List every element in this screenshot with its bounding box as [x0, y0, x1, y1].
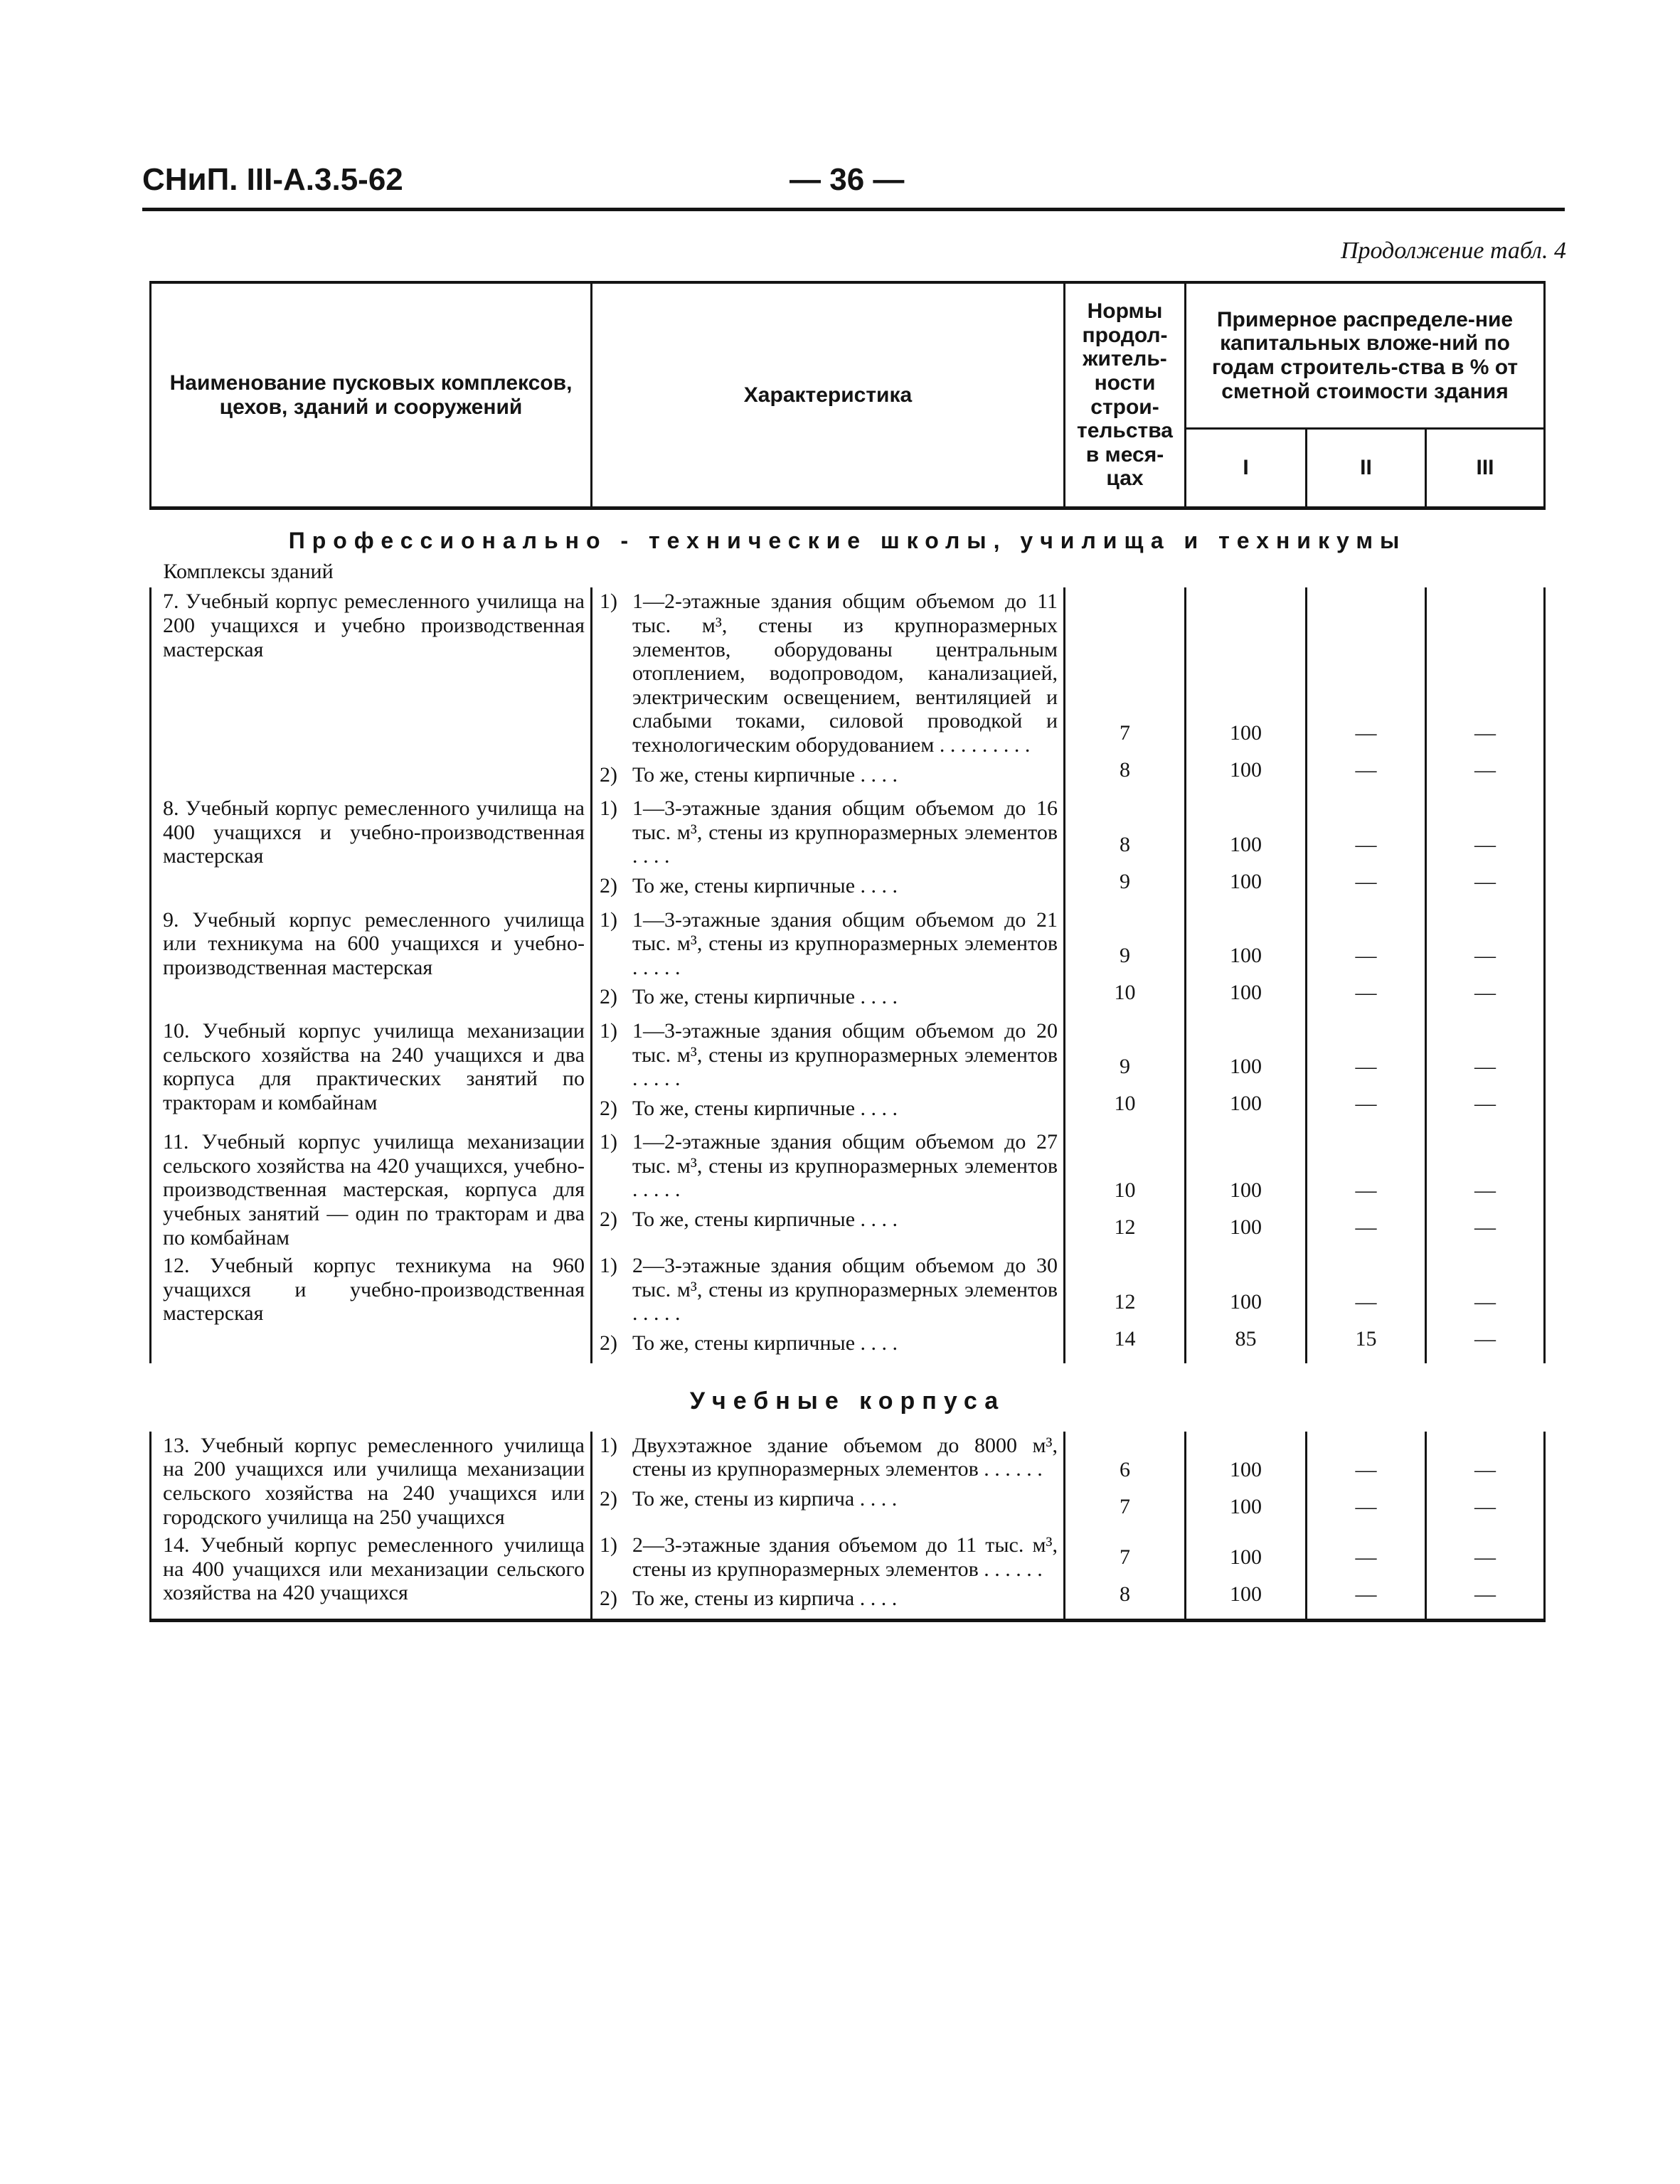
- value-1: 100: [1230, 832, 1262, 856]
- value-2: —: [1474, 1092, 1496, 1116]
- value-1: —: [1355, 1055, 1377, 1079]
- row-value-cell: [1307, 1252, 1426, 1363]
- value-2: 10: [1114, 1092, 1136, 1116]
- row-characteristics: [592, 1432, 1065, 1531]
- row-characteristics: [592, 1531, 1065, 1620]
- value-1: 100: [1230, 1178, 1262, 1203]
- header-name: Наименование пусковых комплексов, цехов, зданий и сооружений: [151, 282, 592, 508]
- clause-number: 2): [600, 985, 617, 1009]
- row-characteristics: [592, 794, 1065, 905]
- row-value-cell: [1307, 587, 1426, 794]
- row-value-cell: [1307, 794, 1426, 905]
- row-value-cell: [1065, 906, 1186, 1017]
- row-value-cell: [1426, 906, 1545, 1017]
- row-characteristics: [592, 1017, 1065, 1128]
- value-2: —: [1474, 1326, 1496, 1351]
- value-2: —: [1474, 869, 1496, 893]
- value-1: —: [1355, 832, 1377, 856]
- clause-text: То же, стены из кирпича . . . .: [632, 1486, 898, 1511]
- section-subtitle: Комплексы зданий: [163, 559, 334, 583]
- value-1: —: [1474, 1178, 1496, 1203]
- header-duration-norms: Нормы продол-житель-ности строи-тельства в меся-цах: [1065, 282, 1186, 508]
- row-name: 13. Учебный корпус ремесленного училища на 200 учащихся или училища механизации сельского хозяйства на 240 учащихся или городского училища на 250 учащихся: [151, 1432, 592, 1531]
- table-continuation-label: Продолжение табл. 4: [1340, 238, 1566, 264]
- value-2: 100: [1230, 1582, 1262, 1606]
- clause-text: То же, стены кирпичные . . . .: [632, 1208, 898, 1232]
- value-1: 100: [1230, 943, 1262, 967]
- clause-number: 1): [600, 1130, 617, 1154]
- row-value-cell: [1186, 1531, 1307, 1620]
- row-value-cell: [1307, 1432, 1426, 1531]
- row-value-cell: [1065, 1128, 1186, 1252]
- row-value-cell: [1426, 1531, 1545, 1620]
- value-2: 8: [1120, 1582, 1130, 1606]
- value-2: 100: [1230, 869, 1262, 893]
- row-characteristics: [592, 1252, 1065, 1363]
- clause-text: 2—3-этажные здания общим объемом до 30 тыс. м³, стены из крупноразмерных элементов . . . . .: [632, 1254, 1058, 1326]
- row-value-cell: [1186, 794, 1307, 905]
- value-1: —: [1474, 721, 1496, 745]
- row-characteristics: [592, 587, 1065, 794]
- table-row: [151, 794, 1545, 905]
- clause-text: Двухэтажное здание объемом до 8000 м³, стены из крупноразмерных элементов . . . . . .: [632, 1433, 1058, 1481]
- value-2: —: [1474, 1495, 1496, 1519]
- table-row: [151, 1531, 1545, 1620]
- value-2: —: [1355, 758, 1377, 782]
- row-characteristics: [592, 1128, 1065, 1252]
- value-2: 8: [1120, 758, 1130, 782]
- value-1: —: [1355, 1545, 1377, 1569]
- table-row: [151, 1432, 1545, 1531]
- row-name: 14. Учебный корпус ремесленного училища на 400 учащихся или механизации сельского хозяйства на 420 учащихся: [151, 1531, 592, 1620]
- value-2: 85: [1235, 1326, 1257, 1351]
- row-name: 12. Учебный корпус техникума на 960 учащихся и учебно-производственная мастерская: [151, 1252, 592, 1363]
- value-2: 14: [1114, 1326, 1136, 1351]
- row-value-cell: [1426, 1017, 1545, 1128]
- value-1: 100: [1230, 721, 1262, 745]
- row-value-cell: [1307, 1017, 1426, 1128]
- value-2: —: [1474, 980, 1496, 1004]
- clause-text: 1—2-этажные здания общим объемом до 27 тыс. м³, стены из крупноразмерных элементов . . . . .: [632, 1130, 1058, 1202]
- row-characteristics: [592, 906, 1065, 1017]
- clause-number: 1): [600, 590, 617, 614]
- row-value-cell: [1307, 1531, 1426, 1620]
- page-number: — 36 —: [790, 162, 905, 197]
- value-1: —: [1474, 1545, 1496, 1569]
- header-year-2: II: [1307, 429, 1426, 508]
- table-row: [151, 906, 1545, 1017]
- row-name: 10. Учебный корпус училища механизации сельского хозяйства на 240 учащихся и два корпуса для практических занятий по тракторам и комбайнам: [151, 1017, 592, 1128]
- value-2: 15: [1355, 1326, 1377, 1351]
- row-value-cell: [1307, 906, 1426, 1017]
- row-value-cell: [1065, 1432, 1186, 1531]
- value-1: 12: [1114, 1289, 1136, 1314]
- value-2: —: [1355, 1092, 1377, 1116]
- value-2: 100: [1230, 1215, 1262, 1240]
- value-1: —: [1355, 1178, 1377, 1203]
- value-2: 9: [1120, 869, 1130, 893]
- row-value-cell: [1186, 1252, 1307, 1363]
- value-2: 12: [1114, 1215, 1136, 1240]
- value-2: —: [1355, 1215, 1377, 1240]
- table-row: [151, 1128, 1545, 1252]
- row-name: 8. Учебный корпус ремесленного училища на 400 учащихся и учебно-производственная мастерская: [151, 794, 592, 905]
- clause-text: То же, стены кирпичные . . . .: [632, 1331, 898, 1355]
- table-row: [151, 1252, 1545, 1363]
- value-1: —: [1355, 721, 1377, 745]
- value-2: —: [1355, 869, 1377, 893]
- row-value-cell: [1186, 1017, 1307, 1128]
- value-2: —: [1474, 758, 1496, 782]
- clause-number: 2): [600, 762, 617, 787]
- document-code: СНиП. III-А.3.5-62: [142, 162, 403, 197]
- value-1: 100: [1230, 1458, 1262, 1482]
- section-title-2: Учебные корпуса: [689, 1387, 1006, 1415]
- value-2: —: [1355, 1582, 1377, 1606]
- clause-text: То же, стены кирпичные . . . .: [632, 762, 898, 787]
- value-2: 100: [1230, 758, 1262, 782]
- clause-number: 2): [600, 1208, 617, 1232]
- clause-number: 2): [600, 1331, 617, 1355]
- value-2: —: [1355, 980, 1377, 1004]
- value-1: 7: [1120, 721, 1130, 745]
- row-name: 9. Учебный корпус ремесленного училища или техникума на 600 учащихся и учебно-производственная мастерская: [151, 906, 592, 1017]
- value-2: 7: [1120, 1495, 1130, 1519]
- clause-text: 1—3-этажные здания общим объемом до 21 тыс. м³, стены из крупноразмерных элементов . . . . .: [632, 907, 1058, 979]
- value-2: —: [1355, 1495, 1377, 1519]
- clause-text: То же, стены кирпичные . . . .: [632, 873, 898, 897]
- row-value-cell: [1065, 1252, 1186, 1363]
- clause-text: 1—2-этажные здания общим объемом до 11 тыс. м³, стены из крупноразмерных элементов, оборудованы центральным отоплением, водопроводом, канализацией, электрическим освещением, вентиляцией и слабыми токами, силовой проводкой и технологическим оборудованием . . . . . . . . .: [632, 590, 1058, 757]
- value-1: 9: [1120, 943, 1130, 967]
- value-2: 100: [1230, 980, 1262, 1004]
- value-2: 100: [1230, 1092, 1262, 1116]
- clause-text: 2—3-этажные здания объемом до 11 тыс. м³, стены из крупноразмерных элементов . . . . . .: [632, 1533, 1058, 1581]
- value-2: —: [1474, 1582, 1496, 1606]
- value-1: 7: [1120, 1545, 1130, 1569]
- value-1: —: [1355, 1289, 1377, 1314]
- clause-number: 1): [600, 1254, 617, 1278]
- value-1: 8: [1120, 832, 1130, 856]
- row-value-cell: [1186, 906, 1307, 1017]
- value-1: —: [1474, 1055, 1496, 1079]
- row-value-cell: [1186, 1128, 1307, 1252]
- row-value-cell: [1065, 794, 1186, 905]
- clause-number: 1): [600, 1018, 617, 1043]
- row-value-cell: [1065, 1017, 1186, 1128]
- clause-text: То же, стены кирпичные . . . .: [632, 985, 898, 1009]
- row-value-cell: [1065, 1531, 1186, 1620]
- table-row: [151, 587, 1545, 794]
- clause-text: 1—3-этажные здания общим объемом до 16 тыс. м³, стены из крупноразмерных элементов . . . .: [632, 797, 1058, 868]
- value-2: 100: [1230, 1495, 1262, 1519]
- clause-number: 1): [600, 907, 617, 932]
- row-value-cell: [1426, 1432, 1545, 1531]
- section-title: Профессионально - технические школы, училища и техникумы: [288, 528, 1407, 553]
- row-name: 7. Учебный корпус ремесленного училища на 200 учащихся и учебно производственная мастерская: [151, 587, 592, 794]
- value-2: —: [1474, 1215, 1496, 1240]
- header-rule: [142, 208, 1565, 211]
- clause-text: То же, стены из кирпича . . . .: [632, 1587, 898, 1611]
- row-value-cell: [1065, 587, 1186, 794]
- value-1: —: [1474, 943, 1496, 967]
- value-1: —: [1474, 1458, 1496, 1482]
- row-value-cell: [1426, 1252, 1545, 1363]
- row-value-cell: [1426, 587, 1545, 794]
- value-1: —: [1474, 832, 1496, 856]
- norms-table-container: [149, 281, 1543, 1622]
- clause-number: 2): [600, 1096, 617, 1120]
- row-value-cell: [1307, 1128, 1426, 1252]
- value-1: 10: [1114, 1178, 1136, 1203]
- header-year-1: I: [1186, 429, 1307, 508]
- row-value-cell: [1186, 587, 1307, 794]
- clause-number: 2): [600, 873, 617, 897]
- header-investment-distribution: Примерное распределе-ние капитальных вложе-ний по годам строитель-ства в % от сметной стоимости здания: [1186, 282, 1545, 429]
- clause-number: 2): [600, 1587, 617, 1611]
- value-1: —: [1474, 1289, 1496, 1314]
- header-year-3: III: [1426, 429, 1545, 508]
- clause-number: 1): [600, 1433, 617, 1457]
- table-row: [151, 1017, 1545, 1128]
- value-1: 6: [1120, 1458, 1130, 1482]
- row-value-cell: [1426, 1128, 1545, 1252]
- clause-number: 2): [600, 1486, 617, 1511]
- clause-text: То же, стены кирпичные . . . .: [632, 1096, 898, 1120]
- header-characteristics: Характеристика: [592, 282, 1065, 508]
- clause-number: 1): [600, 1533, 617, 1557]
- row-value-cell: [1426, 794, 1545, 905]
- clause-number: 1): [600, 797, 617, 821]
- clause-text: 1—3-этажные здания общим объемом до 20 тыс. м³, стены из крупноразмерных элементов . . . . .: [632, 1018, 1058, 1091]
- value-1: 100: [1230, 1055, 1262, 1079]
- value-1: 100: [1230, 1545, 1262, 1569]
- value-1: —: [1355, 1458, 1377, 1482]
- norms-table: [149, 281, 1546, 1622]
- row-name: 11. Учебный корпус училища механизации сельского хозяйства на 420 учащихся, учебно-производственная мастерская, корпуса для учебных занятий — один по тракторам и два по комбайнам: [151, 1128, 592, 1252]
- value-2: 10: [1114, 980, 1136, 1004]
- value-1: 100: [1230, 1289, 1262, 1314]
- value-1: 9: [1120, 1055, 1130, 1079]
- value-1: —: [1355, 943, 1377, 967]
- row-value-cell: [1186, 1432, 1307, 1531]
